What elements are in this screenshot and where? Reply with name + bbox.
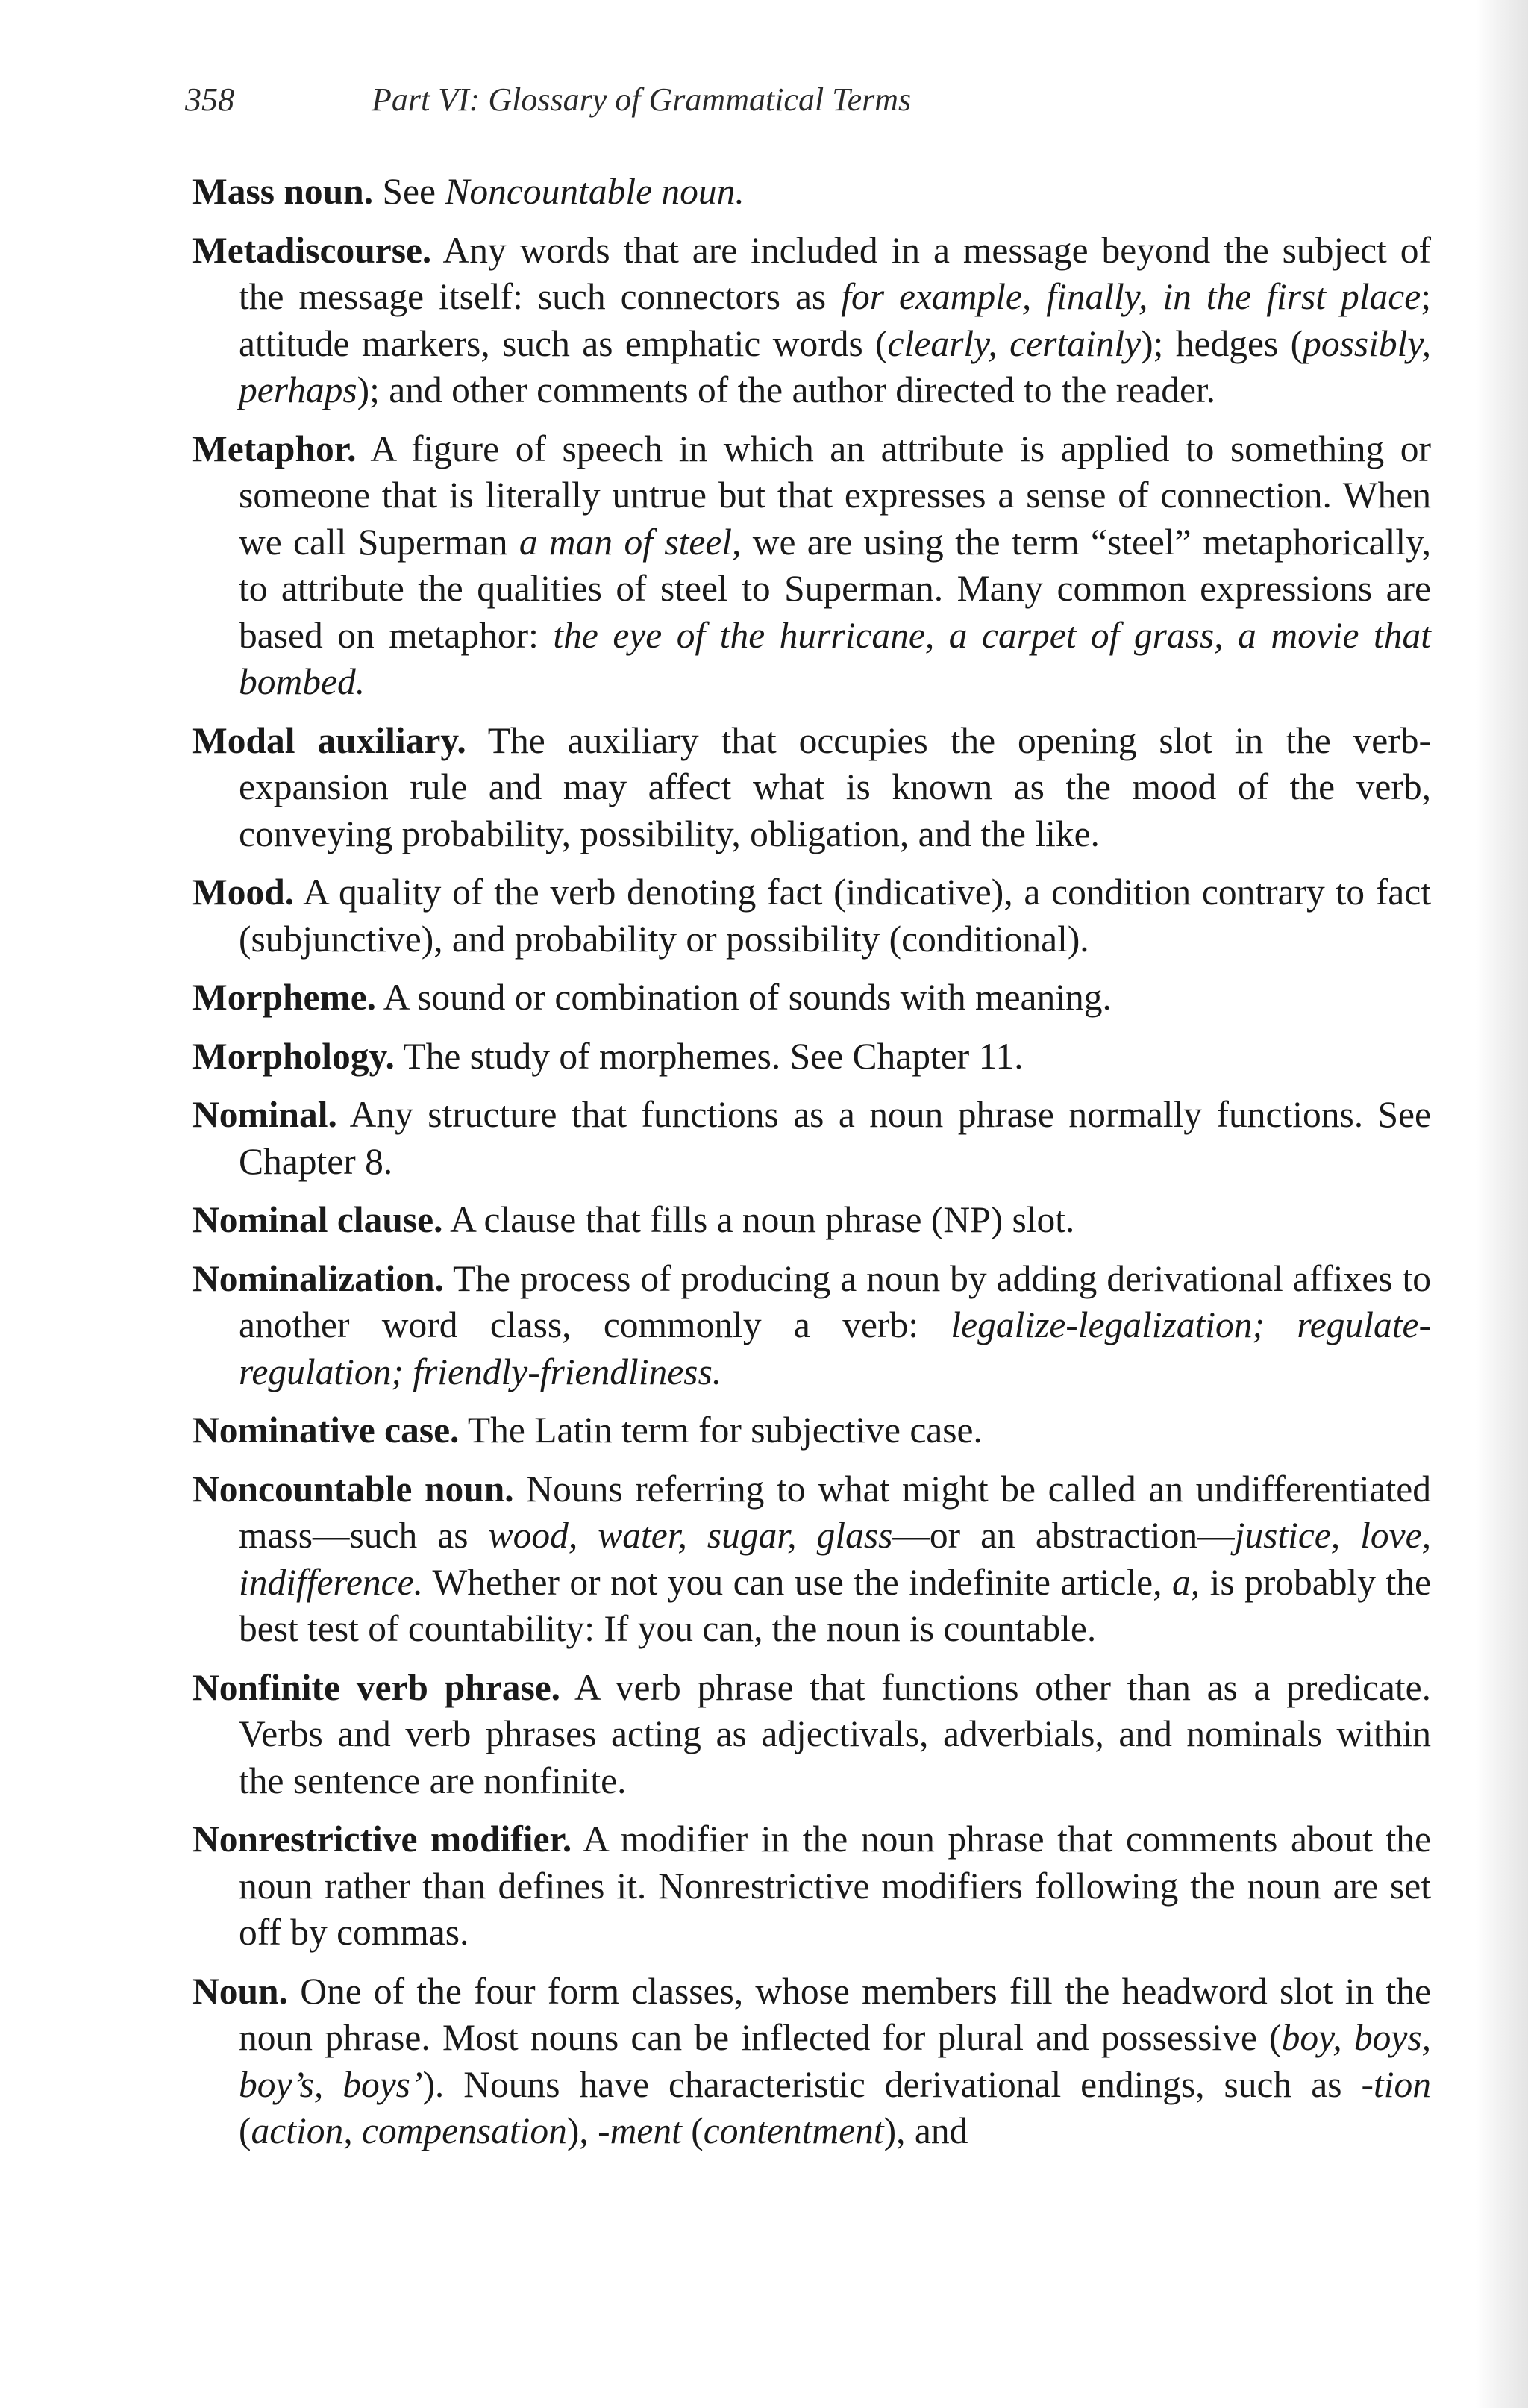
definition-text: One of the four form classes, whose members fill the headword slot in the noun phrase. Most nouns can be inflected for plural and possessive ( <box>239 1970 1431 2058</box>
glossary-term: Metaphor. <box>192 428 357 469</box>
definition-text: A modifier in the noun phrase that comments about the noun rather than defines it. Nonrestrictive modifiers following the noun are set off by commas. <box>239 1818 1431 1953</box>
definition-italic-text: for example, finally, in the first place <box>841 276 1421 317</box>
glossary-term: Noun. <box>192 1970 288 2012</box>
definition-italic-text: possibly, perhaps <box>239 322 1431 410</box>
definition-text: ( <box>239 2110 251 2151</box>
glossary-term: Nominative case. <box>192 1410 460 1451</box>
definition-text: See <box>373 171 445 212</box>
glossary-term: Morphology. <box>192 1035 395 1077</box>
glossary-entry <box>192 1466 1431 1653</box>
page-edge-shadow <box>1476 0 1528 2408</box>
glossary-entry <box>192 1033 1431 1081</box>
glossary-entry <box>192 228 1431 414</box>
definition-text: Any structure that functions as a noun phrase normally functions. See Chapter 8. <box>239 1094 1431 1182</box>
glossary-entry <box>192 1092 1431 1185</box>
definition-text: A sound or combination of sounds with meaning. <box>376 977 1112 1018</box>
definition-text: Any words that are included in a message beyond the subject of the message itself: such connectors as <box>239 229 1431 317</box>
glossary-entry <box>192 1665 1431 1805</box>
definition-text: A figure of speech in which an attribute is applied to something or someone that is literally untrue but that expresses a sense of connection. When we call Superman <box>239 428 1431 563</box>
glossary-term: Modal auxiliary. <box>192 719 466 761</box>
definition-italic-text: wood, water, sugar, glass <box>488 1515 893 1556</box>
definition-italic-text: -ment <box>598 2110 682 2151</box>
glossary-entry <box>192 1256 1431 1396</box>
definition-text: ), and <box>883 2110 968 2151</box>
glossary-term: Nonfinite verb phrase. <box>192 1666 561 1708</box>
definition-italic-text: a man of steel, <box>519 521 742 563</box>
definition-text: The study of morphemes. See Chapter 11. <box>394 1035 1024 1077</box>
definition-italic-text: justice, love, indifference. <box>239 1515 1432 1603</box>
glossary-entry <box>192 1816 1431 1957</box>
definition-text: ), <box>566 2110 598 2151</box>
glossary-term: Nonrestrictive modifier. <box>192 1818 572 1860</box>
glossary-entry <box>192 869 1431 963</box>
glossary-entry <box>192 975 1431 1022</box>
definition-italic-text: clearly, certainly <box>887 322 1142 364</box>
glossary-entry <box>192 169 1431 216</box>
definition-text: Nouns referring to what might be called an undifferentiated mass—such as <box>239 1468 1431 1556</box>
definition-text: The Latin term for subjective case. <box>459 1410 983 1451</box>
glossary-term: Nominalization. <box>192 1257 444 1299</box>
definition-text: we are using the term “steel” metaphorically, to attribute the qualities of steel to Superman. Many common expressions are based on metaphor: <box>239 521 1431 656</box>
definition-text: ); and other comments of the author directed to the reader. <box>357 369 1216 410</box>
definition-text: ); hedges ( <box>1141 322 1303 364</box>
glossary-term: Nominal. <box>192 1094 337 1135</box>
definition-text: The auxiliary that occupies the opening slot in the verb-expansion rule and may affect what is known as the mood of the verb, conveying probability, possibility, obligation, and the like. <box>239 719 1431 854</box>
definition-italic-text: contentment <box>703 2110 884 2151</box>
definition-text: A verb phrase that functions other than as a predicate. Verbs and verb phrases acting as adjectivals, adverbials, and nominals within the sentence are nonfinite. <box>239 1666 1431 1801</box>
definition-italic-text: the eye of the hurricane, a carpet of grass, a movie that bombed. <box>239 614 1432 702</box>
definition-text: ). Nouns have characteristic derivational endings, such as <box>422 2063 1362 2105</box>
definition-italic-text: action, compensation <box>251 2110 567 2151</box>
definition-italic-text: Noncountable noun. <box>445 171 745 212</box>
glossary-entries <box>192 169 1431 2167</box>
definition-italic-text: -tion <box>1361 2063 1431 2105</box>
glossary-term: Noncountable noun. <box>192 1468 514 1510</box>
glossary-entry <box>192 1407 1431 1454</box>
glossary-entry <box>192 1197 1431 1244</box>
definition-text: ( <box>681 2110 704 2151</box>
definition-italic-text: a, <box>1171 1561 1200 1603</box>
glossary-entry <box>192 718 1431 858</box>
definition-text: A quality of the verb denoting fact (indicative), a condition contrary to fact (subjunctive), and probability or possibility (conditional). <box>239 872 1431 960</box>
glossary-term: Mood. <box>192 872 295 913</box>
glossary-term: Morpheme. <box>192 977 377 1018</box>
definition-italic-text: boy, boys, boy’s, boys’ <box>239 2017 1431 2105</box>
definition-italic-text: legalize-legalization; regulate-regulation; friendly-friendliness. <box>239 1304 1431 1392</box>
glossary-entry <box>192 426 1431 706</box>
page-number: 358 <box>185 81 234 118</box>
definition-text: is probably the best test of countability: If you can, the noun is countable. <box>239 1561 1431 1649</box>
definition-text: —or an abstraction— <box>892 1515 1235 1556</box>
definition-text: A clause that fills a noun phrase (NP) slot. <box>442 1199 1075 1240</box>
running-head <box>185 81 911 119</box>
running-title: Part VI: Glossary of Grammatical Terms <box>372 81 912 118</box>
glossary-term: Mass noun. <box>192 171 374 212</box>
glossary-term: Metadiscourse. <box>192 229 432 271</box>
definition-text: ; attitude markers, such as emphatic words ( <box>239 276 1431 364</box>
glossary-term: Nominal clause. <box>192 1199 443 1240</box>
definition-text: Whether or not you can use the indefinite article, <box>422 1561 1172 1603</box>
definition-text: The process of producing a noun by adding derivational affixes to another word class, commonly a verb: <box>239 1257 1431 1345</box>
glossary-entry <box>192 1968 1431 2155</box>
